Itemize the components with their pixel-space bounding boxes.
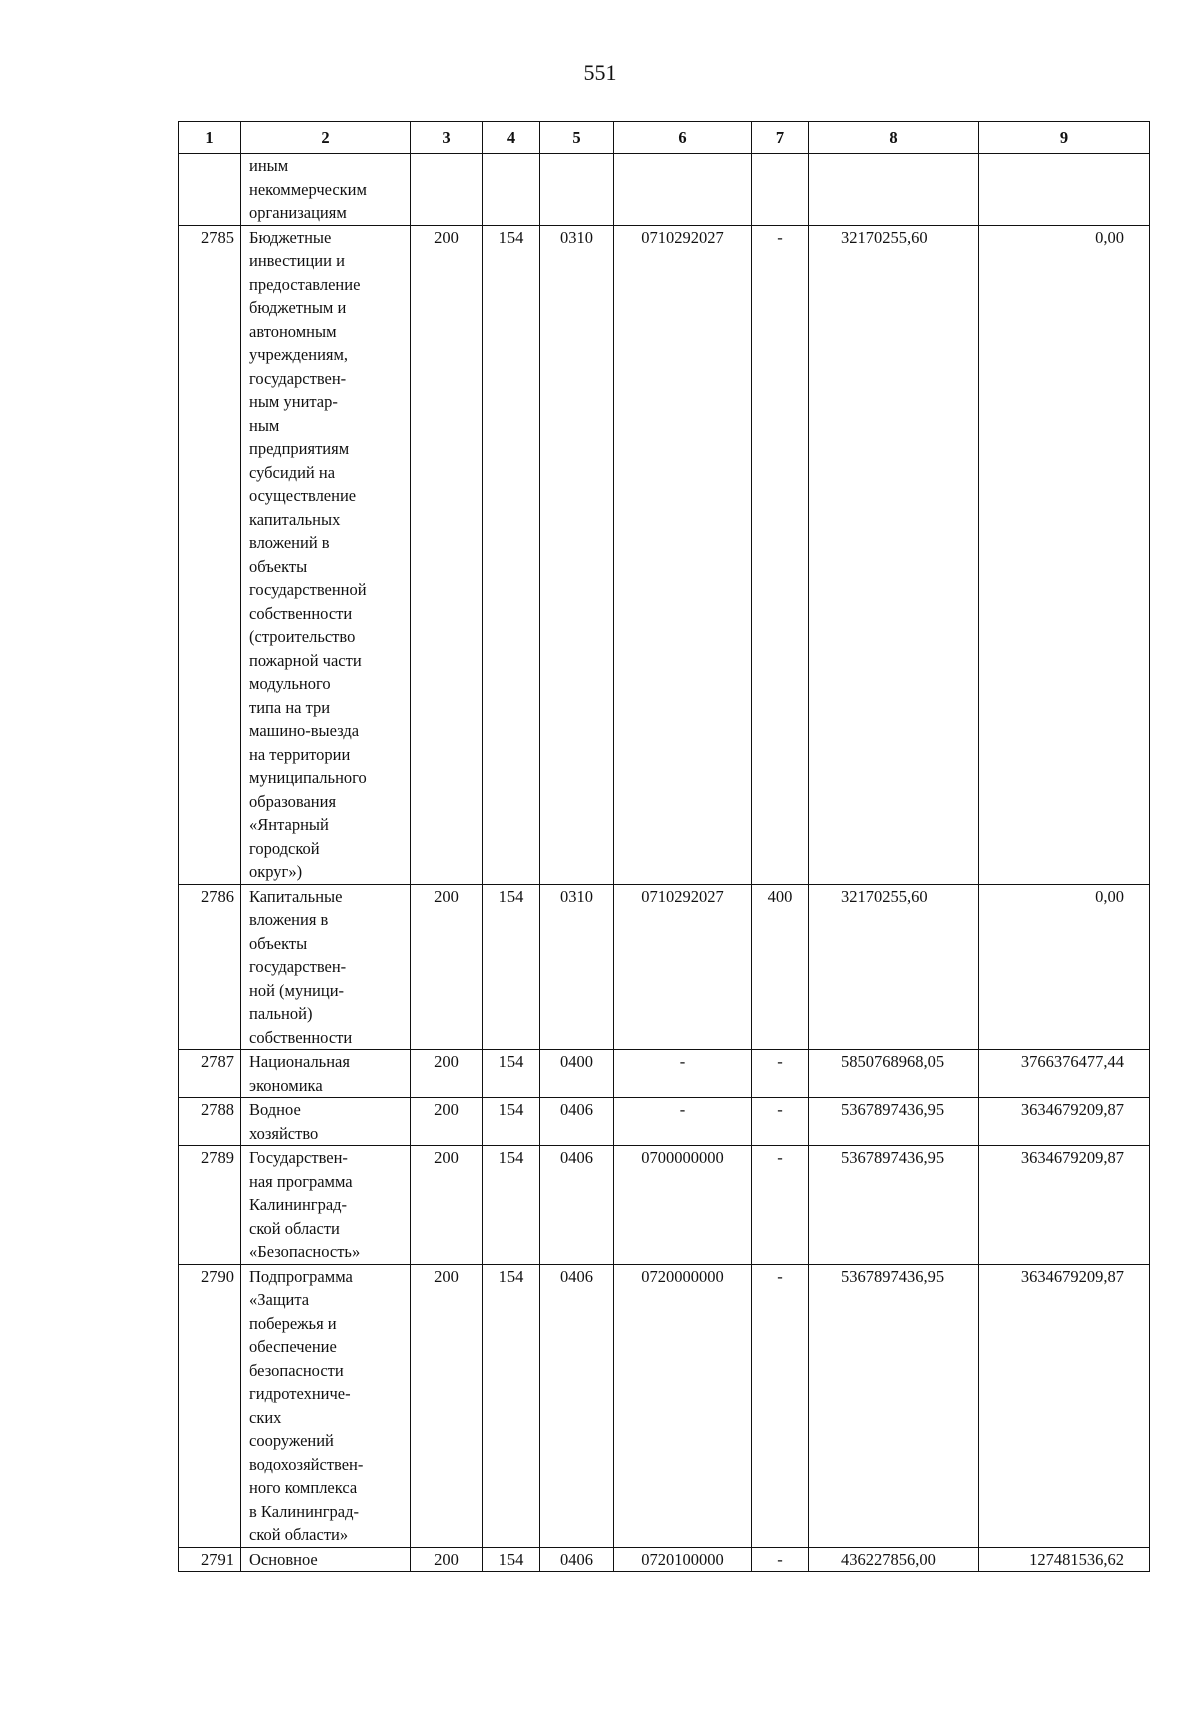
cell-col5: 0400 — [540, 1050, 614, 1098]
cell-col4: 154 — [483, 1547, 540, 1572]
cell-col9: 3766376477,44 — [979, 1050, 1150, 1098]
column-header: 2 — [241, 122, 411, 154]
cell-col7: - — [752, 1146, 809, 1265]
cell-col5: 0406 — [540, 1146, 614, 1265]
cell-col6: 0710292027 — [614, 225, 752, 884]
cell-col8: 32170255,60 — [809, 884, 979, 1050]
cell-col8: 5367897436,95 — [809, 1264, 979, 1547]
cell-col7: - — [752, 1098, 809, 1146]
cell-col6: 0720000000 — [614, 1264, 752, 1547]
cell-col9: 127481536,62 — [979, 1547, 1150, 1572]
page-number: 551 — [583, 60, 617, 85]
table-row — [179, 884, 1150, 1050]
cell-col8: 5367897436,95 — [809, 1146, 979, 1265]
table-row — [179, 1264, 1150, 1547]
cell-col8: 32170255,60 — [809, 225, 979, 884]
cell-col7 — [752, 154, 809, 226]
row-number: 2785 — [179, 225, 241, 884]
cell-col9: 3634679209,87 — [979, 1264, 1150, 1547]
column-header: 9 — [979, 122, 1150, 154]
row-name: Основное — [241, 1547, 411, 1572]
column-header: 6 — [614, 122, 752, 154]
cell-col7: 400 — [752, 884, 809, 1050]
cell-col3: 200 — [411, 1547, 483, 1572]
cell-col7: - — [752, 1264, 809, 1547]
cell-col4: 154 — [483, 1264, 540, 1547]
cell-col5: 0310 — [540, 225, 614, 884]
cell-col3: 200 — [411, 225, 483, 884]
cell-col4 — [483, 154, 540, 226]
cell-col6: 0710292027 — [614, 884, 752, 1050]
table-row — [179, 1050, 1150, 1098]
table-row — [179, 1098, 1150, 1146]
cell-col3: 200 — [411, 1146, 483, 1265]
cell-col8 — [809, 154, 979, 226]
cell-col7: - — [752, 225, 809, 884]
row-name: иным некоммерческим организациям — [241, 154, 411, 226]
cell-col3: 200 — [411, 1050, 483, 1098]
row-number: 2787 — [179, 1050, 241, 1098]
row-number: 2788 — [179, 1098, 241, 1146]
cell-col3 — [411, 154, 483, 226]
cell-col3: 200 — [411, 1264, 483, 1547]
row-name: Национальная экономика — [241, 1050, 411, 1098]
cell-col7: - — [752, 1547, 809, 1572]
column-header: 1 — [179, 122, 241, 154]
cell-col5: 0406 — [540, 1098, 614, 1146]
cell-col9: 0,00 — [979, 225, 1150, 884]
table-row — [179, 154, 1150, 226]
cell-col4: 154 — [483, 225, 540, 884]
cell-col4: 154 — [483, 1098, 540, 1146]
row-number — [179, 154, 241, 226]
cell-col7: - — [752, 1050, 809, 1098]
row-name: Подпрограмма «Защита побережья и обеспечение безопасности гидротехниче- ских сооружений водохозяйствен- ного комплекса в Калининград- ской области» — [241, 1264, 411, 1547]
table-row — [179, 225, 1150, 884]
column-header: 8 — [809, 122, 979, 154]
cell-col5: 0310 — [540, 884, 614, 1050]
cell-col9: 0,00 — [979, 884, 1150, 1050]
cell-col4: 154 — [483, 1146, 540, 1265]
row-name: Государствен- ная программа Калининград- ской области «Безопасность» — [241, 1146, 411, 1265]
table-header-row — [179, 122, 1150, 154]
column-header: 3 — [411, 122, 483, 154]
row-name: Капитальные вложения в объекты государствен- ной (муници- пальной) собственности — [241, 884, 411, 1050]
cell-col5 — [540, 154, 614, 226]
budget-table — [178, 121, 1150, 1572]
cell-col6: 0700000000 — [614, 1146, 752, 1265]
cell-col8: 5850768968,05 — [809, 1050, 979, 1098]
cell-col6: - — [614, 1050, 752, 1098]
column-header: 5 — [540, 122, 614, 154]
cell-col8: 436227856,00 — [809, 1547, 979, 1572]
cell-col6: - — [614, 1098, 752, 1146]
cell-col5: 0406 — [540, 1264, 614, 1547]
row-number: 2789 — [179, 1146, 241, 1265]
cell-col9: 3634679209,87 — [979, 1098, 1150, 1146]
cell-col9: 3634679209,87 — [979, 1146, 1150, 1265]
cell-col5: 0406 — [540, 1547, 614, 1572]
cell-col6 — [614, 154, 752, 226]
cell-col8: 5367897436,95 — [809, 1098, 979, 1146]
table-row — [179, 1146, 1150, 1265]
cell-col4: 154 — [483, 884, 540, 1050]
row-name: Водное хозяйство — [241, 1098, 411, 1146]
table-row — [179, 1547, 1150, 1572]
cell-col6: 0720100000 — [614, 1547, 752, 1572]
cell-col9 — [979, 154, 1150, 226]
row-number: 2786 — [179, 884, 241, 1050]
cell-col4: 154 — [483, 1050, 540, 1098]
row-number: 2790 — [179, 1264, 241, 1547]
cell-col3: 200 — [411, 884, 483, 1050]
row-number: 2791 — [179, 1547, 241, 1572]
column-header: 7 — [752, 122, 809, 154]
row-name: Бюджетные инвестиции и предоставление бюджетным и автономным учреждениям, государствен- ным унитар- ным предприятиям субсидий на осуществление капитальных вложений в объекты государственной собственности (строительство пожарной части модульного типа на три машино-выезда на территории муниципального образования «Янтарный городской округ») — [241, 225, 411, 884]
column-header: 4 — [483, 122, 540, 154]
cell-col3: 200 — [411, 1098, 483, 1146]
